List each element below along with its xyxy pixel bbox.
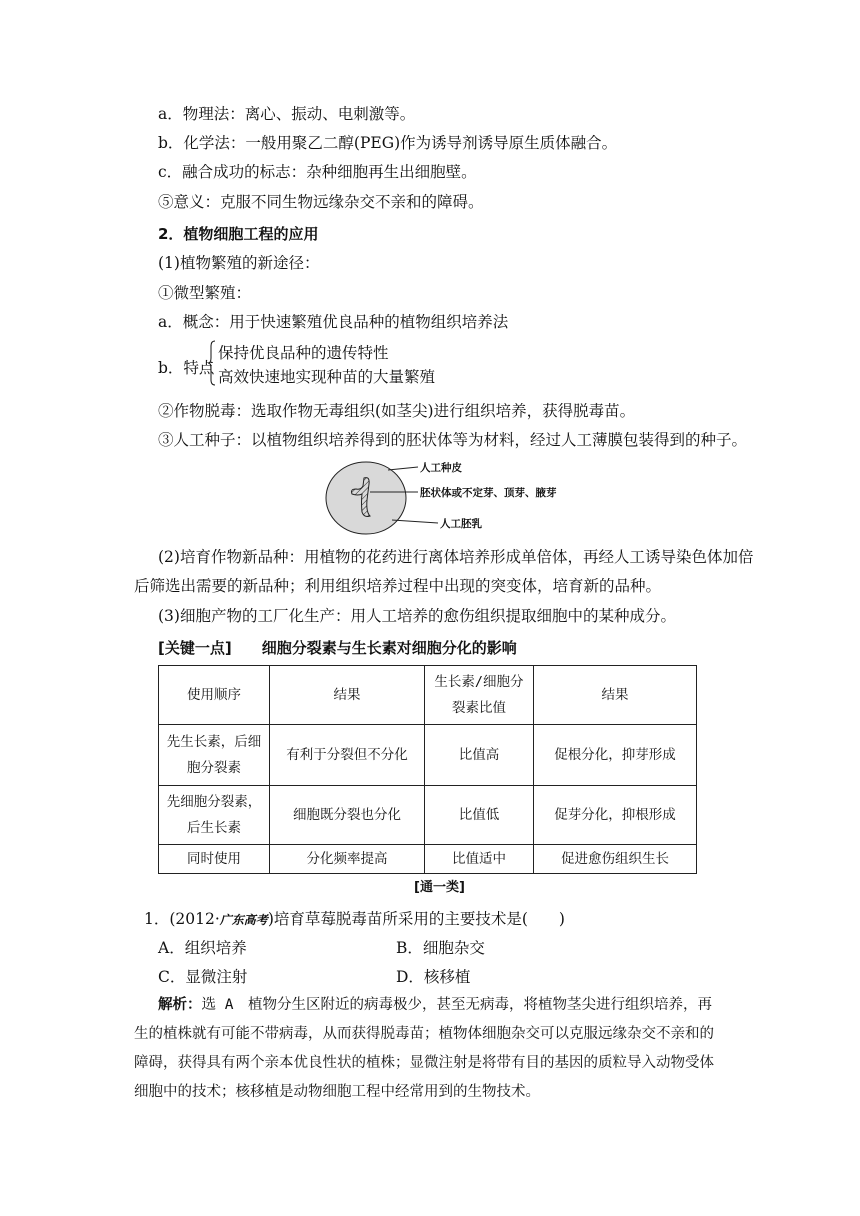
text-line: ①微型繁殖： [158,284,252,302]
text-line: 后筛选出需要的新品种；利用组织培养过程中出现的突变体，培育新的品种。 [134,577,662,595]
question-stem-prefix: 1．(2012· [144,910,220,928]
table-cell: 先细胞分裂素，后生长素 [159,786,270,845]
brace-item: 保持优良品种的遗传特性 [218,344,389,362]
text-line: c．融合成功的标志：杂种细胞再生出细胞壁。 [158,163,477,181]
table-cell: 促进愈伤组织生长 [534,845,697,874]
table-header-cell: 使用顺序 [159,666,270,725]
table-cell: 促芽分化，抑根形成 [534,786,697,845]
question-stem [144,908,565,931]
table-cell: 同时使用 [159,845,270,874]
analysis-line: 生的植株就有可能不带病毒，从而获得脱毒苗；植物体细胞杂交可以克服远缘杂交不亲和的 [134,1026,714,1042]
label-artificial-seed-coat: 人工种皮 [420,462,462,474]
key-point-heading: [关键一点] 细胞分裂素与生长素对细胞分化的影响 [158,639,517,657]
text-line: b．化学法：一般用聚乙二醇(PEG)作为诱导剂诱导原生质体融合。 [158,134,618,152]
analysis-label: 解析： [158,997,202,1013]
text-line: ③人工种子：以植物组织培养得到的胚状体等为材料，经过人工薄膜包装得到的种子。 [158,431,748,449]
text-line: (3)细胞产物的工厂化生产：用人工培养的愈伤组织提取细胞中的某种成分。 [158,607,676,625]
curly-brace-icon [208,340,216,386]
question-stem-suffix: )培育草莓脱毒苗所采用的主要技术是( ) [267,910,565,928]
table-row [159,845,697,874]
section-heading: 2．植物细胞工程的应用 [158,225,319,243]
table-cell: 比值低 [425,786,534,845]
text-line: ②作物脱毒：选取作物无毒组织(如茎尖)进行组织培养，获得脱毒苗。 [158,402,636,420]
table-header-row [159,666,697,725]
text-line: a．物理法：离心、振动、电刺激等。 [158,105,416,123]
table-cell: 比值适中 [425,845,534,874]
option-d: D．核移植 [396,968,471,986]
table-row [159,725,697,786]
table-row [159,786,697,845]
option-b: B．细胞杂交 [396,939,485,957]
text-line: ⑤意义：克服不同生物远缘杂交不亲和的障碍。 [158,193,484,211]
section-caption: [通一类] [414,880,465,895]
analysis-line: 障碍，获得具有两个亲本优良性状的植株；显微注射是将带有目的基因的质粒导入动物受体 [134,1055,714,1071]
text-line: a．概念：用于快速繁殖优良品种的植物组织培养法 [158,313,509,331]
table-header-cell: 结果 [534,666,697,725]
analysis-line: 细胞中的技术；核移植是动物细胞工程中经常用到的生物技术。 [134,1084,540,1100]
table-cell: 分化频率提高 [270,845,425,874]
table-header-cell: 生长素/细胞分裂素比值 [425,666,534,725]
hormone-effect-table [158,665,697,874]
brace-item: 高效快速地实现种苗的大量繁殖 [218,368,436,386]
analysis-text: 选 A 植物分生区附近的病毒极少，甚至无病毒，将植物茎尖进行组织培养，再 [201,997,712,1013]
label-embryo-buds: 胚状体或不定芽、顶芽、腋芽 [420,487,557,499]
table-cell: 有利于分裂但不分化 [270,725,425,786]
text-line: (1)植物繁殖的新途径： [158,254,320,272]
brace-label: b．特点 [158,359,215,377]
text-line: (2)培育作物新品种：用植物的花药进行离体培养形成单倍体，再经人工诱导染色体加倍 [158,548,754,566]
artificial-seed-figure [320,456,580,536]
table-header-cell: 结果 [270,666,425,725]
label-artificial-endosperm: 人工胚乳 [440,518,482,530]
table-cell: 先生长素，后细胞分裂素 [159,725,270,786]
analysis-line [134,991,734,1020]
analysis-block [134,991,734,1107]
option-c: C．显微注射 [158,968,248,986]
question-source: 广东高考 [219,913,268,927]
table-cell: 促根分化，抑芽形成 [534,725,697,786]
table-cell: 细胞既分裂也分化 [270,786,425,845]
table-cell: 比值高 [425,725,534,786]
option-a: A．组织培养 [158,939,247,957]
